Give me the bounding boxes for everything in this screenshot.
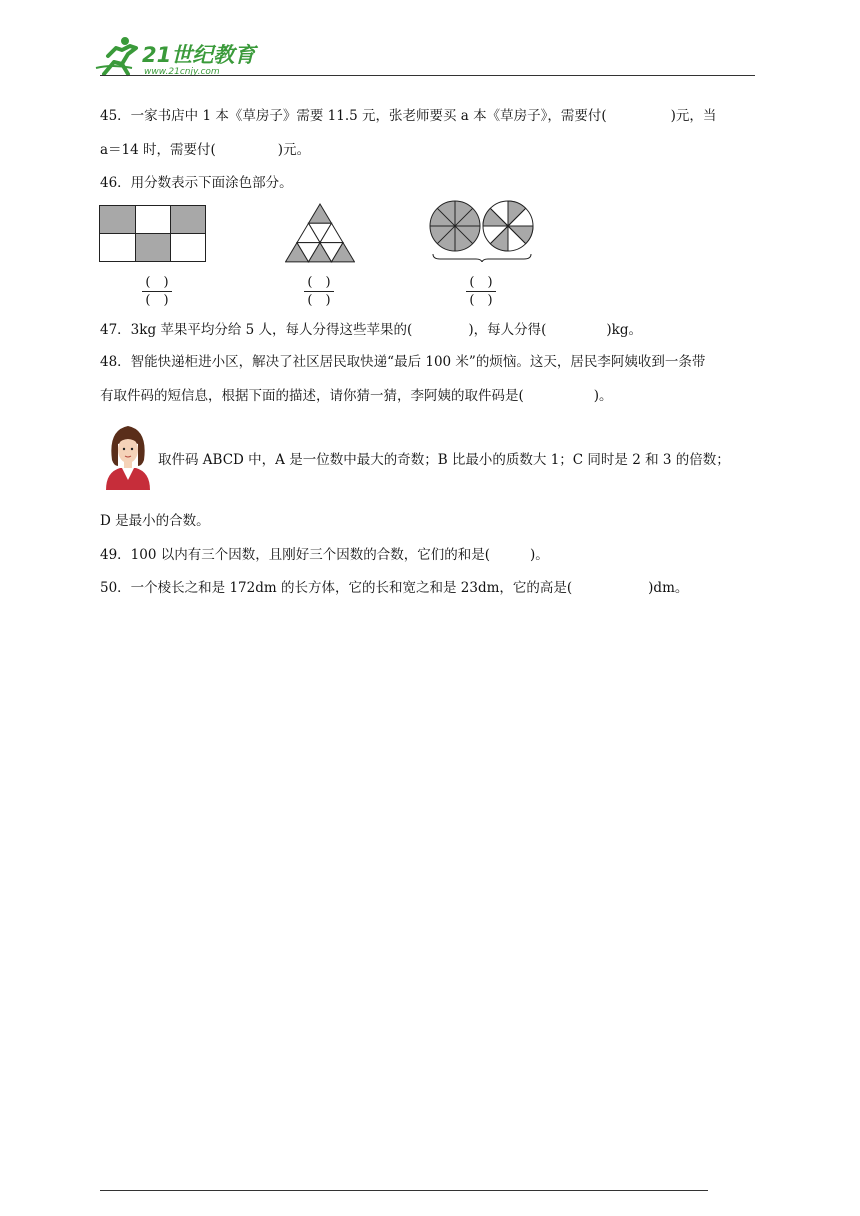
question-48-clue-line-2: D 是最小的合数。: [100, 513, 210, 529]
brace-icon: [433, 254, 531, 262]
logo-url: www.21cnjy.com: [144, 67, 220, 77]
question-48-line-2: 有取件码的短信息，根据下面的描述，请你猜一猜，李阿姨的取件码是( )。: [100, 388, 613, 404]
fraction-blank-3[interactable]: ( ) ( ): [466, 275, 496, 308]
footer-rule: [100, 1190, 708, 1191]
rectangle-figure: [99, 205, 207, 263]
question-50: 50．一个棱长之和是 172dm 的长方体，它的长和宽之和是 23dm，它的高是( )dm。: [100, 580, 689, 596]
question-48-clue-line-1: 取件码 ABCD 中，A 是一位数中最大的奇数；B 比最小的质数大 1；C 同时是 2 和 3 的倍数；: [158, 452, 730, 468]
question-48-line-1: 48．智能快递柜进小区，解决了社区居民取快递“最后 100 米”的烦恼。这天，居民李阿姨收到一条带: [100, 354, 706, 370]
logo-text: 21世纪教育: [142, 43, 256, 67]
site-logo: [92, 34, 262, 78]
runner-icon: [96, 37, 136, 74]
woman-avatar-icon: [98, 420, 158, 492]
fraction-blank-2[interactable]: ( ) ( ): [304, 275, 334, 308]
header-rule: [100, 75, 755, 76]
circles-figure: [428, 200, 538, 262]
question-45-line-2: a＝14 时，需要付( )元。: [100, 142, 311, 158]
question-49: 49．100 以内有三个因数，且刚好三个因数的合数，它们的和是( )。: [100, 547, 549, 563]
question-47: 47．3kg 苹果平均分给 5 人，每人分得这些苹果的( )，每人分得( )kg。: [100, 322, 642, 338]
question-46-text: 46．用分数表示下面涂色部分。: [100, 175, 293, 191]
question-45-line-1: 45．一家书店中 1 本《草房子》需要 11.5 元，张老师要买 a 本《草房子》，需要付( )元，当: [100, 108, 717, 124]
triangle-figure: [285, 203, 355, 263]
fraction-blank-1[interactable]: ( ) ( ): [142, 275, 172, 308]
